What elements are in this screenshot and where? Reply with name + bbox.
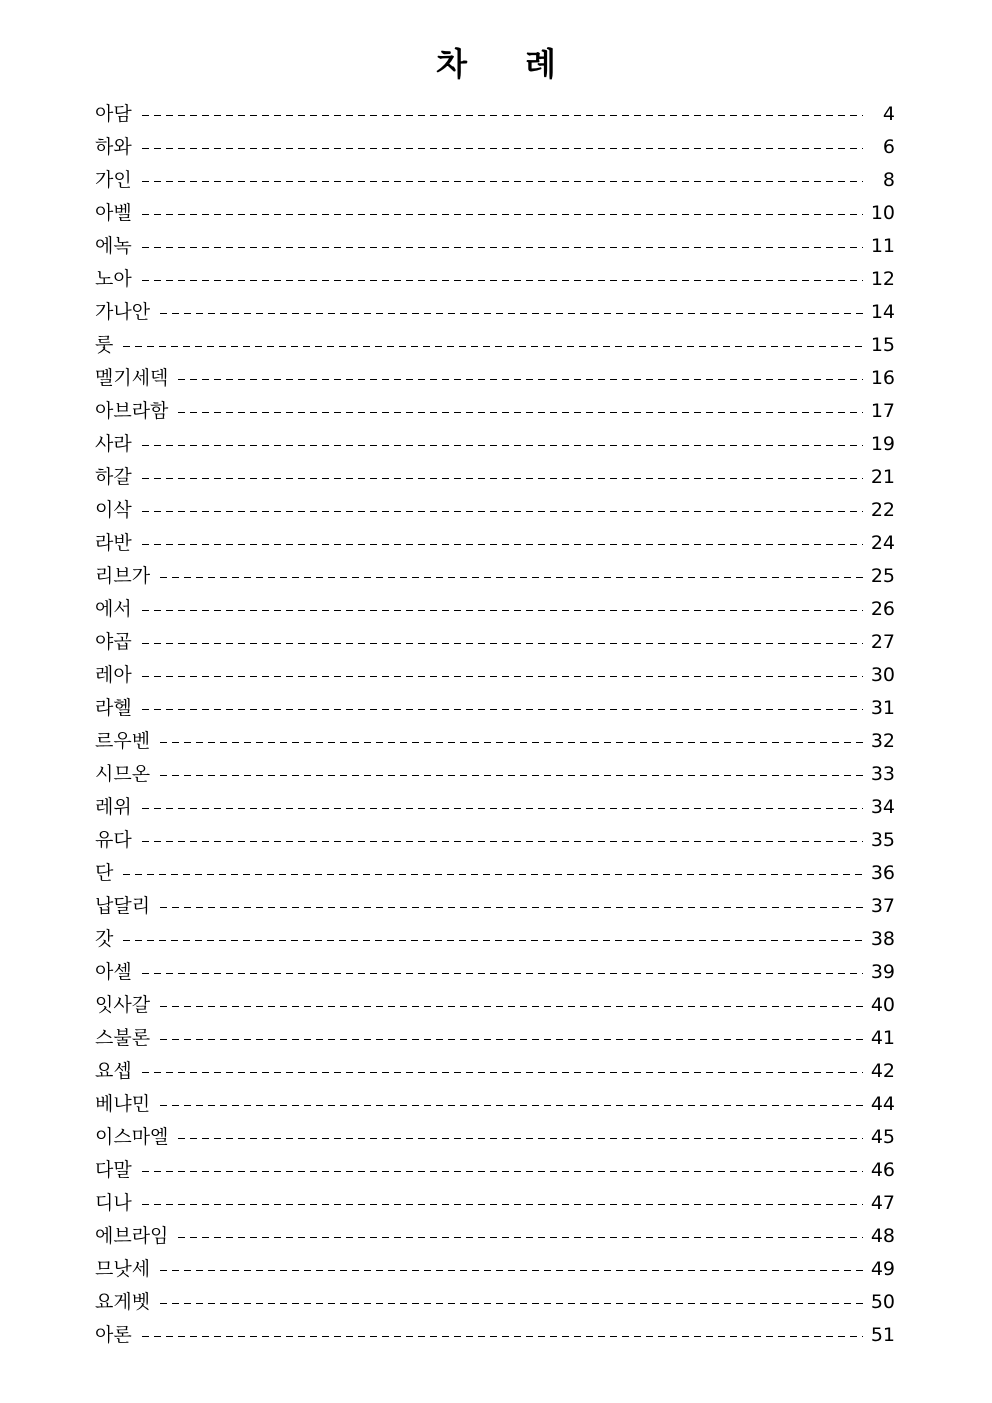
toc-entry-page-number: 44 [870, 1093, 895, 1115]
toc-entry-page-number: 22 [870, 499, 895, 521]
toc-entry-name: 다말 [95, 1159, 132, 1181]
toc-entry-page-number: 32 [870, 730, 895, 752]
dash-leader [160, 313, 863, 315]
toc-entry-page-number: 37 [870, 895, 895, 917]
toc-entry-name: 므낫세 [95, 1258, 151, 1280]
toc-entry-name: 에녹 [95, 235, 132, 257]
toc-entry-name: 아론 [95, 1324, 132, 1346]
dash-leader [142, 1171, 863, 1173]
toc-entry-page-number: 27 [870, 631, 895, 653]
dash-leader [178, 412, 863, 414]
toc-entry [95, 890, 895, 923]
toc-entry [95, 956, 895, 989]
toc-entry-name: 스불론 [95, 1027, 151, 1049]
toc-entry [95, 1055, 895, 1088]
toc-entry [95, 989, 895, 1022]
toc-entry [95, 461, 895, 494]
toc-entry-page-number: 35 [870, 829, 895, 851]
toc-entry-name: 갓 [95, 928, 114, 950]
toc-entry [95, 923, 895, 956]
toc-entry [95, 494, 895, 527]
dash-leader [142, 1204, 863, 1206]
dash-leader [178, 379, 863, 381]
toc-entry-name: 잇사갈 [95, 994, 151, 1016]
toc-entry [95, 1187, 895, 1220]
dash-leader [123, 940, 863, 942]
toc-entry-page-number: 39 [870, 961, 895, 983]
toc-entry-name: 아셀 [95, 961, 132, 983]
toc-entry [95, 1253, 895, 1286]
toc-entry-name: 베냐민 [95, 1093, 151, 1115]
toc-entry-page-number: 16 [870, 367, 895, 389]
toc-entry-page-number: 21 [870, 466, 895, 488]
toc-entry [95, 725, 895, 758]
toc-entry-page-number: 41 [870, 1027, 895, 1049]
toc-entry-name: 멜기세덱 [95, 367, 169, 389]
page-title [0, 42, 992, 86]
toc-entry-page-number: 50 [870, 1291, 895, 1313]
dash-leader [142, 1336, 863, 1338]
toc-entry [95, 1121, 895, 1154]
toc-entry-name: 이스마엘 [95, 1126, 169, 1148]
dash-leader [142, 115, 863, 117]
toc-entry-page-number: 36 [870, 862, 895, 884]
toc-entry-page-number: 38 [870, 928, 895, 950]
toc-entry-page-number: 31 [870, 697, 895, 719]
dash-leader [142, 709, 863, 711]
toc-entry [95, 560, 895, 593]
toc-entry-page-number: 49 [870, 1258, 895, 1280]
toc-entry-page-number: 42 [870, 1060, 895, 1082]
dash-leader [142, 511, 863, 513]
toc-entry-page-number: 48 [870, 1225, 895, 1247]
toc-entry-name: 노아 [95, 268, 132, 290]
toc-entry [95, 230, 895, 263]
toc-entry [95, 164, 895, 197]
toc-entry [95, 758, 895, 791]
dash-leader [178, 1237, 863, 1239]
dash-leader [142, 643, 863, 645]
dash-leader [142, 280, 863, 282]
dash-leader [123, 346, 863, 348]
toc-entry [95, 1220, 895, 1253]
dash-leader [142, 544, 863, 546]
toc-entry-page-number: 14 [870, 301, 895, 323]
toc-entry-name: 레아 [95, 664, 132, 686]
toc-entry-name: 가인 [95, 169, 132, 191]
toc-entry [95, 1286, 895, 1319]
toc-entry [95, 329, 895, 362]
dash-leader [142, 247, 863, 249]
toc-entry-page-number: 47 [870, 1192, 895, 1214]
toc-entry-name: 룻 [95, 334, 114, 356]
toc-entry [95, 659, 895, 692]
dash-leader [160, 1105, 863, 1107]
toc-entry [95, 626, 895, 659]
toc-entry-page-number: 45 [870, 1126, 895, 1148]
toc-entry-page-number: 19 [870, 433, 895, 455]
dash-leader [142, 478, 863, 480]
toc-entry-page-number: 46 [870, 1159, 895, 1181]
dash-leader [142, 445, 863, 447]
toc-entry-page-number: 30 [870, 664, 895, 686]
toc-entry-name: 하와 [95, 136, 132, 158]
dash-leader [160, 907, 863, 909]
toc-entry-name: 유다 [95, 829, 132, 851]
toc-entry-name: 가나안 [95, 301, 151, 323]
dash-leader [142, 181, 863, 183]
toc-entry [95, 428, 895, 461]
toc-entry-page-number: 6 [882, 136, 895, 158]
toc-entry-name: 아브라함 [95, 400, 169, 422]
toc-entry-name: 하갈 [95, 466, 132, 488]
toc-entry-name: 라헬 [95, 697, 132, 719]
toc-entry-page-number: 15 [870, 334, 895, 356]
toc-entry-name: 아벨 [95, 202, 132, 224]
dash-leader [142, 808, 863, 810]
toc-entry [95, 1154, 895, 1187]
toc-entry-name: 르우벤 [95, 730, 151, 752]
title-char-2: 례 [525, 45, 556, 83]
toc-entry [95, 197, 895, 230]
toc-entry [95, 98, 895, 131]
toc-entry-page-number: 25 [870, 565, 895, 587]
dash-leader [160, 1039, 863, 1041]
toc-entry-name: 에서 [95, 598, 132, 620]
toc-entry [95, 791, 895, 824]
dash-leader [160, 1303, 863, 1305]
toc-entry [95, 296, 895, 329]
table-of-contents [95, 98, 895, 1352]
toc-entry-page-number: 24 [870, 532, 895, 554]
toc-entry [95, 824, 895, 857]
dash-leader [142, 214, 863, 216]
toc-entry-page-number: 26 [870, 598, 895, 620]
toc-entry-page-number: 4 [882, 103, 895, 125]
toc-entry-name: 요게벳 [95, 1291, 151, 1313]
toc-entry-page-number: 12 [870, 268, 895, 290]
dash-leader [178, 1138, 863, 1140]
toc-entry-name: 납달리 [95, 895, 151, 917]
dash-leader [142, 148, 863, 150]
dash-leader [142, 676, 863, 678]
dash-leader [160, 775, 863, 777]
toc-entry-page-number: 8 [882, 169, 895, 191]
dash-leader [142, 610, 863, 612]
toc-entry-page-number: 34 [870, 796, 895, 818]
toc-entry [95, 395, 895, 428]
dash-leader [160, 1006, 863, 1008]
toc-entry [95, 131, 895, 164]
toc-entry-page-number: 40 [870, 994, 895, 1016]
toc-entry [95, 1022, 895, 1055]
title-char-1: 차 [436, 45, 467, 83]
toc-entry-name: 리브가 [95, 565, 151, 587]
toc-entry [95, 263, 895, 296]
toc-entry-name: 레위 [95, 796, 132, 818]
toc-entry-page-number: 17 [870, 400, 895, 422]
toc-entry-name: 야곱 [95, 631, 132, 653]
dash-leader [160, 1270, 863, 1272]
toc-entry [95, 593, 895, 626]
dash-leader [160, 577, 863, 579]
toc-entry-name: 아담 [95, 103, 132, 125]
toc-entry [95, 692, 895, 725]
toc-entry [95, 1319, 895, 1352]
toc-entry-name: 디나 [95, 1192, 132, 1214]
dash-leader [160, 742, 863, 744]
toc-entry-page-number: 51 [870, 1324, 895, 1346]
toc-entry [95, 362, 895, 395]
toc-entry-name: 라반 [95, 532, 132, 554]
dash-leader [123, 874, 863, 876]
toc-entry-page-number: 33 [870, 763, 895, 785]
toc-entry-name: 단 [95, 862, 114, 884]
toc-entry-name: 이삭 [95, 499, 132, 521]
toc-entry-page-number: 10 [870, 202, 895, 224]
toc-entry-page-number: 11 [870, 235, 895, 257]
toc-entry [95, 1088, 895, 1121]
dash-leader [142, 973, 863, 975]
toc-entry-name: 요셉 [95, 1060, 132, 1082]
toc-entry [95, 857, 895, 890]
toc-entry-name: 시므온 [95, 763, 151, 785]
toc-entry-name: 사라 [95, 433, 132, 455]
toc-entry [95, 527, 895, 560]
dash-leader [142, 1072, 863, 1074]
dash-leader [142, 841, 863, 843]
toc-entry-name: 에브라임 [95, 1225, 169, 1247]
